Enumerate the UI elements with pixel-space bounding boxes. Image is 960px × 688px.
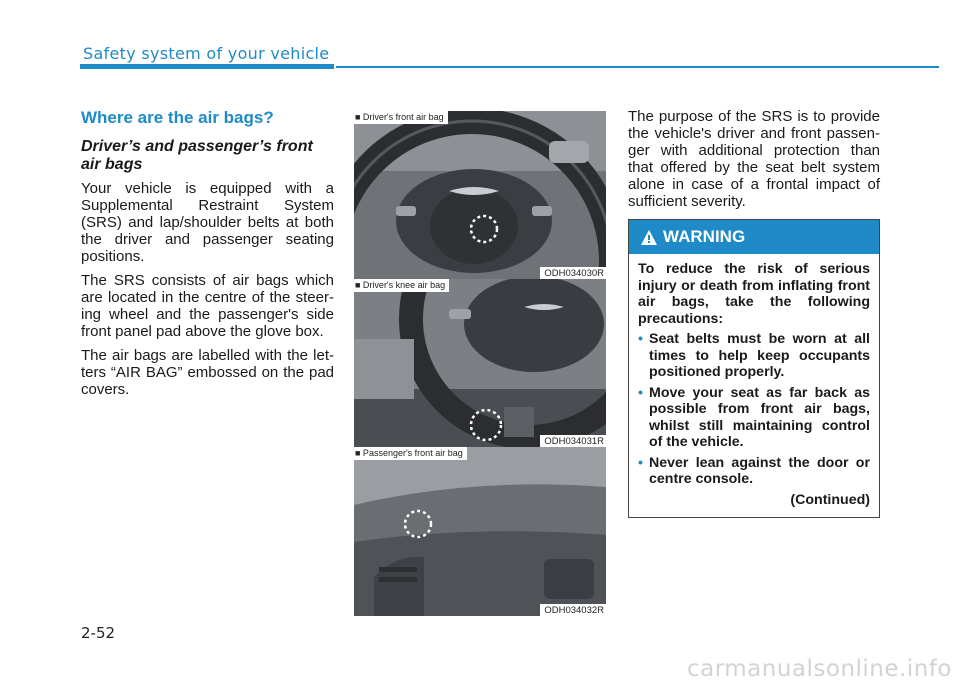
photo-caption: ■ Driver's front air bag: [354, 111, 448, 124]
paragraph: The SRS consists of air bags which are located in the centre of the steer-ing wheel and the passenger's side front panel pad above the glove box.: [81, 272, 334, 340]
warning-bullet: [638, 331, 870, 381]
section-heading: Where are the air bags?: [81, 108, 274, 127]
bullet-dot-icon: •: [638, 384, 643, 401]
paragraph: The purpose of the SRS is to provide the vehicle's driver and front passen-ger with additional protection than that offered by the seat belt system alone in case of a frontal impact of sufficient severity.: [628, 108, 880, 210]
photo-driver-front-airbag: [354, 111, 606, 279]
photo-caption: ■ Passenger's front air bag: [354, 447, 467, 460]
photo-driver-knee-airbag: [354, 279, 606, 447]
warning-triangle-icon: [641, 230, 657, 245]
warning-box: [628, 219, 880, 518]
paragraph: The air bags are labelled with the let-ters “AIR BAG” embossed on the pad covers.: [81, 347, 334, 398]
photo-passenger-front-airbag: [354, 447, 606, 616]
warning-bullet-text: Move your seat as far back as possible from front air bags, whilst still maintaining control of the vehicle.: [649, 384, 870, 450]
photo-caption: ■ Driver's knee air bag: [354, 279, 449, 292]
warning-header: [629, 220, 879, 254]
header-rule-thick: [80, 64, 334, 69]
warning-bullet-text: Never lean against the door or centre console.: [649, 454, 870, 487]
warning-body: [629, 254, 879, 508]
warning-bullet-text: Seat belts must be worn at all times to help keep occupants positioned properly.: [649, 331, 870, 380]
photo-code: ODH034030R: [540, 267, 606, 279]
steering-wheel-illustration: [354, 111, 606, 279]
warning-intro: To reduce the risk of serious injury or death from inflating front air bags, take the following precautions:: [638, 261, 870, 327]
bullet-dot-icon: •: [638, 454, 643, 471]
bullet-dot-icon: •: [638, 331, 643, 347]
left-column: [81, 108, 334, 405]
section-title: Safety system of your vehicle: [83, 44, 330, 63]
right-column: [628, 108, 880, 217]
warning-bullet: [638, 385, 870, 451]
header-rule-thin: [336, 66, 939, 68]
warning-continued: (Continued): [790, 491, 870, 508]
warning-bullet: [638, 455, 870, 488]
warning-title: WARNING: [663, 227, 746, 246]
photo-code: ODH034031R: [540, 435, 606, 447]
dashboard-illustration: [354, 447, 606, 616]
knee-area-illustration: [354, 279, 606, 447]
page-number: 2-52: [81, 624, 116, 642]
watermark: carmanualsonline.info: [686, 656, 952, 682]
subsection-heading: Driver’s and passenger’s front air bags: [81, 138, 313, 173]
photo-code: ODH034032R: [540, 604, 606, 616]
paragraph: Your vehicle is equipped with a Supplemental Restraint System (SRS) and lap/shoulder belts at both the driver and passenger seating positions.: [81, 180, 334, 265]
